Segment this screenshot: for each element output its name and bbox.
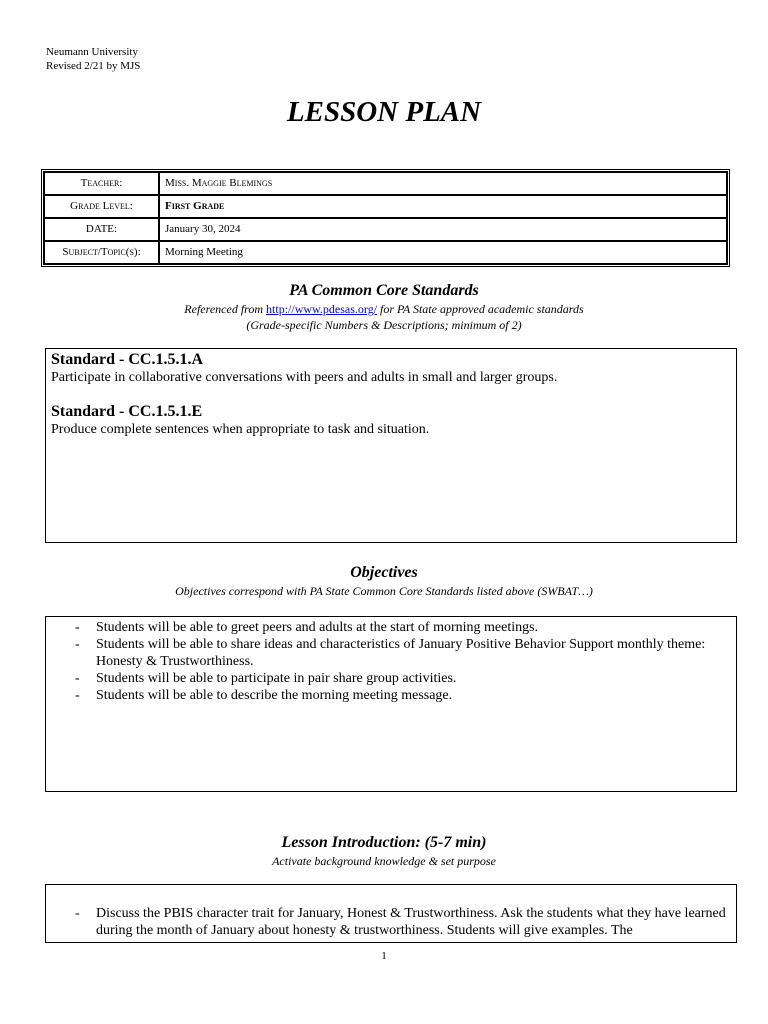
reference-suffix: for PA State approved academic standards <box>380 302 584 316</box>
table-row <box>44 195 727 218</box>
page-title: LESSON PLAN <box>286 96 482 128</box>
standards-section-title: PA Common Core Standards <box>289 282 479 299</box>
objectives-list <box>46 619 728 704</box>
reference-prefix: Referenced from <box>184 302 264 316</box>
intro-box-bottom-border <box>45 942 737 943</box>
standards-reference-line <box>0 301 768 317</box>
date-value: January 30, 2024 <box>159 218 727 241</box>
list-item: - Students will be able to share ideas and characteristics of January Positive Behavior Support monthly theme: Honesty & Trustworthiness. <box>46 636 728 670</box>
pdesas-link[interactable]: http://www.pdesas.org/ <box>266 302 378 316</box>
subject-label: Subject/Topic(s): <box>44 241 159 264</box>
list-item: - Discuss the PBIS character trait for January, Honest & Trustworthiness. Ask the students what they have learned during the month of January about honesty & trustworthiness. Students will give examples. The <box>46 905 730 939</box>
list-item: - Students will be able to describe the morning meeting message. <box>46 687 728 704</box>
list-item: - Students will be able to greet peers and adults at the start of morning meetings. <box>46 619 728 636</box>
list-item: - Students will be able to participate in pair share group activities. <box>46 670 728 687</box>
intro-box <box>45 884 737 943</box>
teacher-label: Teacher: <box>44 172 159 195</box>
standard-heading: Standard - CC.1.5.1.A <box>51 351 204 368</box>
objectives-box <box>45 616 737 792</box>
intro-list <box>46 905 730 939</box>
objectives-section-title: Objectives <box>350 564 418 581</box>
table-row <box>44 241 727 264</box>
grade-level-value: First Grade <box>159 195 727 218</box>
standard-description: Produce complete sentences when appropriate to task and situation. <box>51 422 430 437</box>
table-row <box>44 218 727 241</box>
document-header-note <box>46 45 140 73</box>
objectives-subtitle: Objectives correspond with PA State Common Core Standards listed above (SWBAT…) <box>175 584 593 598</box>
standards-box <box>45 348 737 543</box>
institution-name: Neumann University <box>46 46 138 58</box>
teacher-value: Miss. Maggie Blemings <box>159 172 727 195</box>
standard-description: Participate in collaborative conversations with peers and adults in small and larger groups. <box>51 370 558 385</box>
date-label: DATE: <box>44 218 159 241</box>
standard-heading: Standard - CC.1.5.1.E <box>51 403 203 420</box>
intro-section-title: Lesson Introduction: (5-7 min) <box>281 834 487 851</box>
grade-level-label: Grade Level: <box>44 195 159 218</box>
lesson-info-table <box>41 169 730 267</box>
revision-note: Revised 2/21 by MJS <box>46 60 141 72</box>
subject-value: Morning Meeting <box>159 241 727 264</box>
page-number: 1 <box>381 950 387 962</box>
standards-note: (Grade-specific Numbers & Descriptions; minimum of 2) <box>246 318 522 332</box>
intro-subtitle: Activate background knowledge & set purpose <box>272 854 496 868</box>
table-row <box>44 172 727 195</box>
